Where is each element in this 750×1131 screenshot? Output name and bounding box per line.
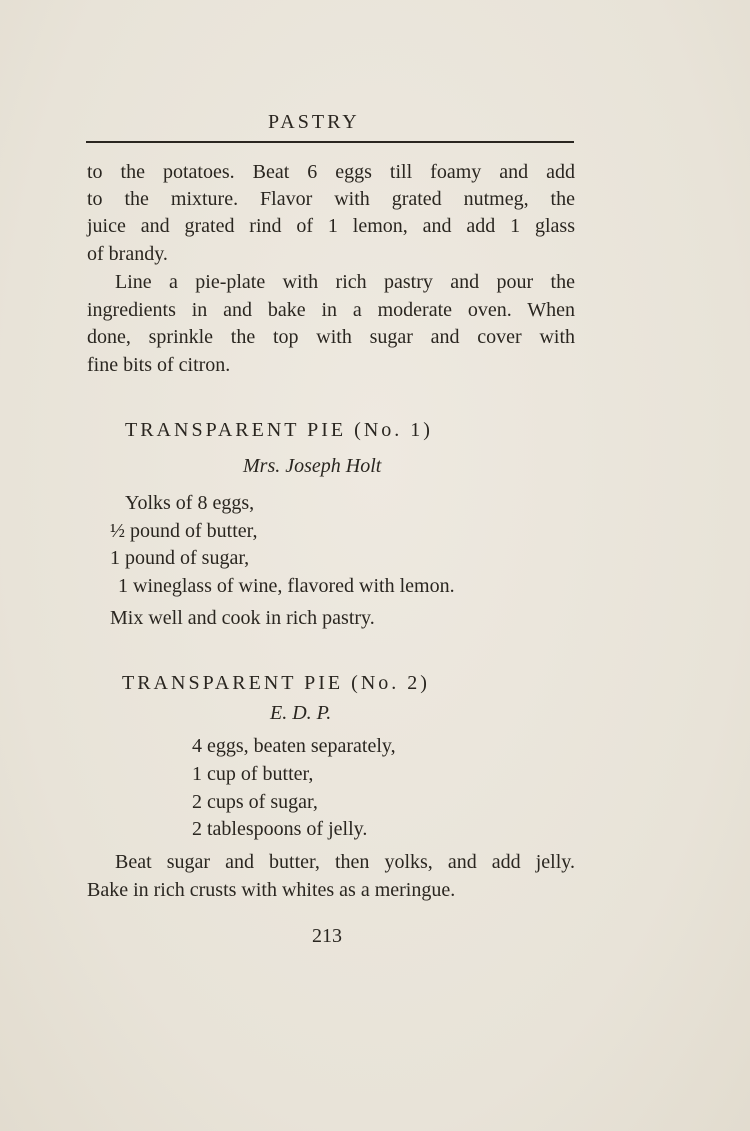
- header-rule: [86, 141, 574, 143]
- recipe-method: Bake in rich crusts with whites as a meringue.: [87, 879, 456, 901]
- running-header: PASTRY: [268, 111, 360, 133]
- ingredient: 2 tablespoons of jelly.: [192, 818, 368, 840]
- text-line: ingredients in and bake in a moderate oven. When: [87, 299, 575, 321]
- text-line: of brandy.: [87, 243, 168, 265]
- recipe-method: Mix well and cook in rich pastry.: [110, 607, 375, 629]
- recipe-title: TRANSPARENT PIE (No. 2): [122, 672, 430, 694]
- ingredient: 1 pound of sugar,: [110, 547, 250, 569]
- text-line: Line a pie-plate with rich pastry and pour the: [115, 271, 575, 293]
- recipe-method: Beat sugar and butter, then yolks, and add jelly.: [115, 851, 575, 873]
- recipe-author: Mrs. Joseph Holt: [243, 455, 382, 477]
- text-line: done, sprinkle the top with sugar and cover with: [87, 326, 575, 348]
- ingredient: 1 wineglass of wine, flavored with lemon.: [118, 575, 455, 597]
- ingredient: Yolks of 8 eggs,: [125, 492, 255, 514]
- recipe-title: TRANSPARENT PIE (No. 1): [125, 419, 433, 441]
- text-line: to the mixture. Flavor with grated nutmeg, the: [87, 188, 575, 210]
- page-number: 213: [312, 925, 342, 947]
- text-line: to the potatoes. Beat 6 eggs till foamy and add: [87, 161, 575, 183]
- ingredient: 2 cups of sugar,: [192, 791, 318, 813]
- ingredient: ½ pound of butter,: [110, 520, 258, 542]
- text-line: fine bits of citron.: [87, 354, 231, 376]
- recipe-author: E. D. P.: [270, 702, 332, 724]
- ingredient: 1 cup of butter,: [192, 763, 314, 785]
- text-line: juice and grated rind of 1 lemon, and add 1 glass: [87, 215, 575, 237]
- ingredient: 4 eggs, beaten separately,: [192, 735, 396, 757]
